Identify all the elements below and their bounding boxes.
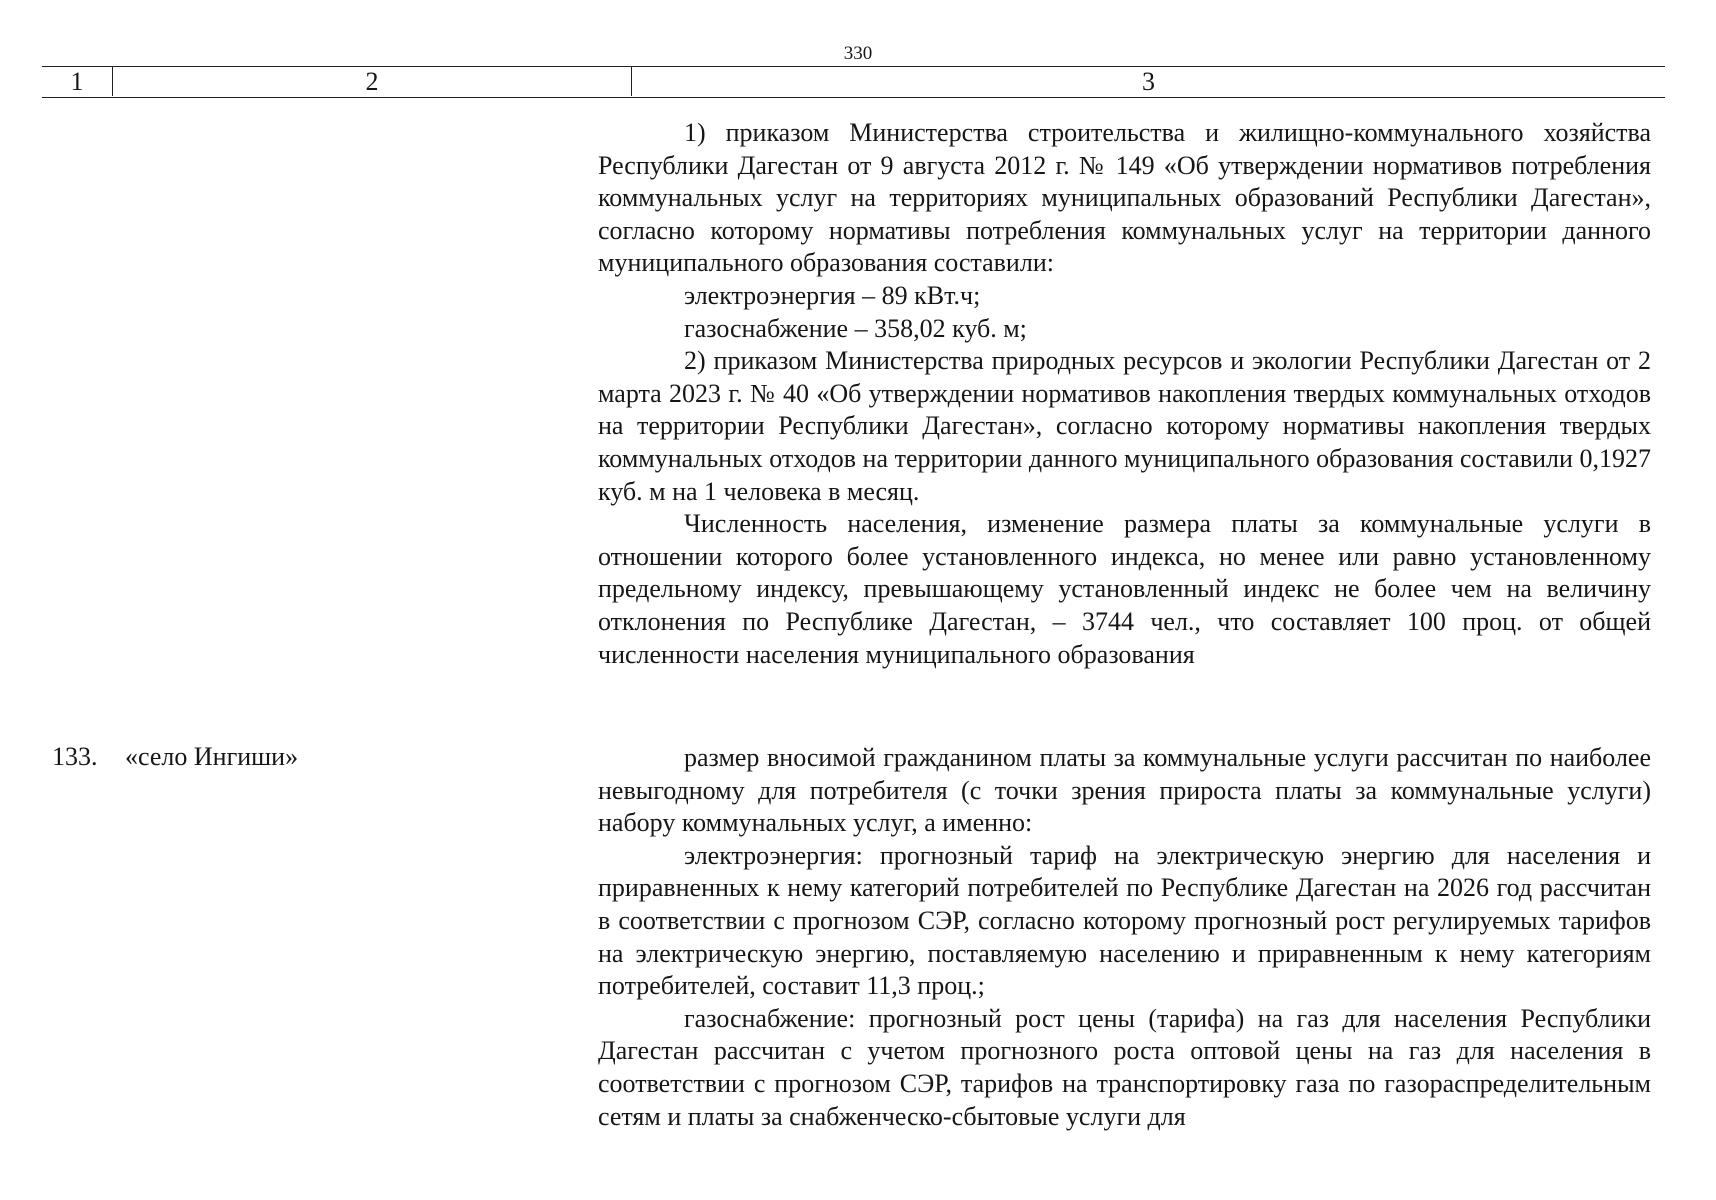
paragraph: электроэнергия – 89 кВт.ч; — [684, 280, 981, 310]
row-number: 133. — [52, 742, 98, 771]
paragraph: газоснабжение – 358,02 куб. м; — [684, 313, 1027, 343]
paragraph: 1) приказом Министерства строительства и жилищно-коммунального хозяйства Республики Дагестан от 9 августа 2012 г. № 149 «Об утверждении нормативов потребления коммунальных услуг на территориях муниципальных образований Республики Дагестан», согласно которому нормативы потребления коммунальных услуг на территории данного муниципального образования составили: — [598, 118, 1651, 278]
continued-section-text — [598, 117, 1651, 671]
table-header-col-2: 2 — [113, 67, 632, 96]
paragraph: Численность населения, изменение размера платы за коммунальные услуги в отношении которого более установленного индекса, но менее или равно установленному предельному индексу, превышающему установленный индекс не более чем на величину отклонения по Республике Дагестан, – 3744 чел., что составляет 100 проц. от общей численности населения муниципального образования — [598, 509, 1651, 669]
municipality-name: «село Ингиши» — [125, 742, 299, 771]
page-number: 330 — [843, 43, 873, 64]
table-header-col-1: 1 — [42, 67, 113, 96]
paragraph: газоснабжение: прогнозный рост цены (тарифа) на газ для населения Республики Дагестан рассчитан с учетом прогнозного роста оптовой цены на газ для населения в соответствии с прогнозом СЭР, тарифов на транспортировку газа по газораспределительным сетям и платы за снабженческо-сбытовые услуги для — [598, 1003, 1651, 1131]
paragraph: электроэнергия: прогнозный тариф на электрическую энергию для населения и приравненных к нему категорий потребителей по Республике Дагестан на 2026 год рассчитан в соответствии с прогнозом СЭР, согласно которому прогнозный рост регулируемых тарифов на электрическую энергию, поставляемую населению и приравненным к нему категориям потребителей, составит 11,3 проц.; — [598, 840, 1651, 1001]
paragraph: 2) приказом Министерства природных ресурсов и экологии Республики Дагестан от 2 марта 2023 г. № 40 «Об утверждении нормативов накопления твердых коммунальных отходов на территории Республики Дагестан», согласно которому нормативы накопления твердых коммунальных отходов на территории данного муниципального образования составили 0,1927 куб. м на 1 человека в месяц. — [598, 346, 1651, 506]
entry-133-text — [598, 742, 1651, 1133]
paragraph: размер вносимой гражданином платы за коммунальные услуги рассчитан по наиболее невыгодному для потребителя (с точки зрения прироста платы за коммунальные услуги) набору коммунальных услуг, а именно: — [598, 743, 1651, 838]
table-header-row — [42, 66, 1665, 98]
table-header-col-3: 3 — [1142, 67, 1155, 96]
